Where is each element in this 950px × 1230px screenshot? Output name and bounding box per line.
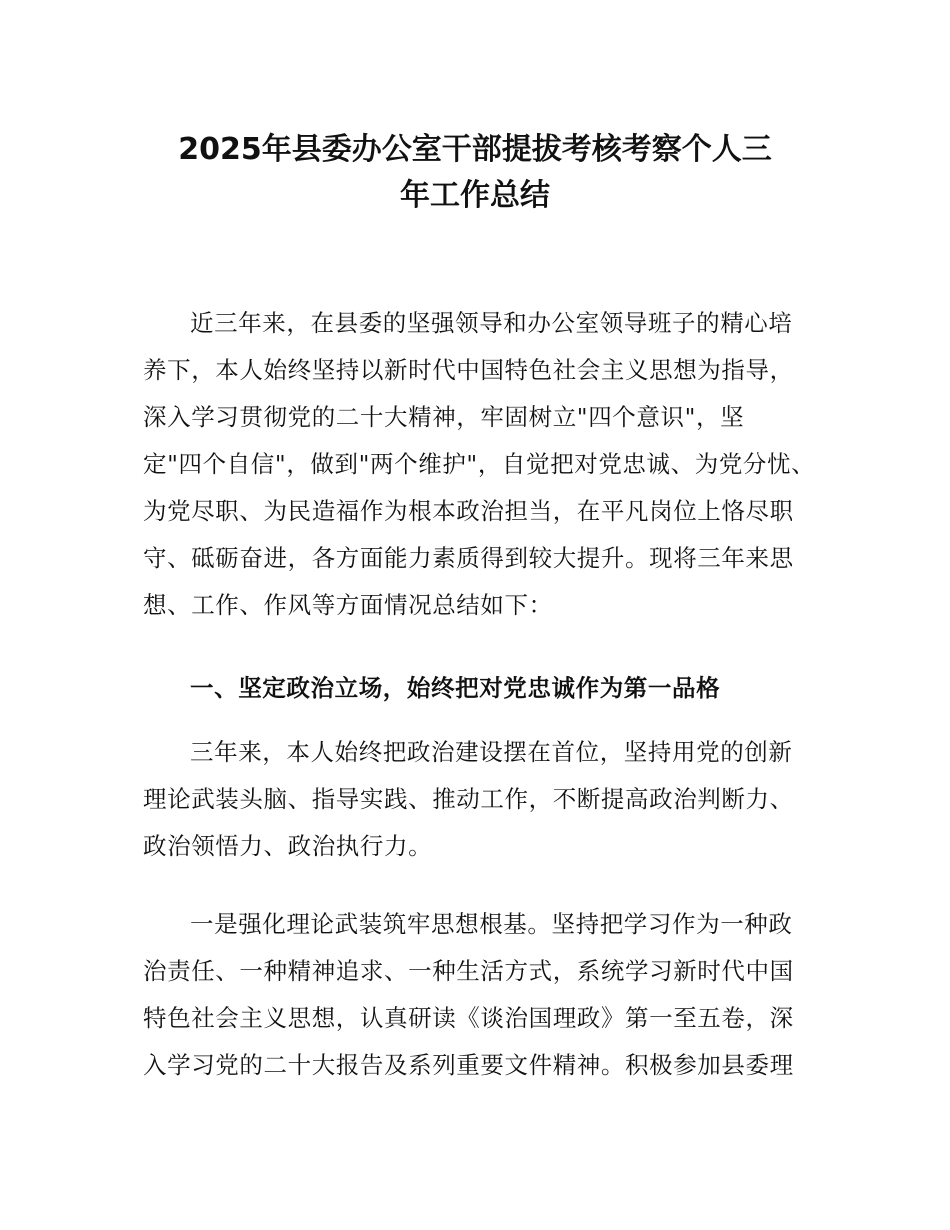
paragraph-line: 近三年来，在县委的坚强领导和办公室领导班子的精心培 bbox=[190, 309, 793, 337]
paragraph-line: 深入学习贯彻党的二十大精神，牢固树立"四个意识"，坚 bbox=[143, 403, 745, 431]
document-title-line-1: 2025年县委办公室干部提拔考核考察个人三 bbox=[178, 132, 772, 167]
paragraph-line: 治责任、一种精神追求、一种生活方式，系统学习新时代中国 bbox=[143, 957, 794, 985]
section-heading: 一、坚定政治立场，始终把对党忠诚作为第一品格 bbox=[190, 674, 721, 702]
paragraph-line: 养下，本人始终坚持以新时代中国特色社会主义思想为指导， bbox=[143, 356, 794, 384]
document-title-line-2: 年工作总结 bbox=[400, 178, 550, 213]
paragraph-line: 政治领悟力、政治执行力。 bbox=[143, 832, 433, 860]
paragraph-line: 特色社会主义思想，认真研读《谈治国理政》第一至五卷，深 bbox=[143, 1004, 794, 1032]
paragraph-line: 守、砥砺奋进，各方面能力素质得到较大提升。现将三年来思 bbox=[143, 544, 794, 572]
paragraph-line: 理论武装头脑、指导实践、推动工作，不断提高政治判断力、 bbox=[143, 785, 794, 813]
paragraph-line: 定"四个自信"，做到"两个维护"，自觉把对党忠诚、为党分忧、 bbox=[143, 450, 816, 478]
paragraph-line: 一是强化理论武装筑牢思想根基。坚持把学习作为一种政 bbox=[190, 910, 793, 938]
paragraph-line: 为党尽职、为民造福作为根本政治担当，在平凡岗位上恪尽职 bbox=[143, 497, 794, 525]
paragraph-line: 想、工作、作风等方面情况总结如下： bbox=[143, 591, 553, 619]
paragraph-line: 三年来，本人始终把政治建设摆在首位，坚持用党的创新 bbox=[190, 738, 793, 766]
paragraph-line: 入学习党的二十大报告及系列重要文件精神。积极参加县委理 bbox=[143, 1051, 794, 1079]
